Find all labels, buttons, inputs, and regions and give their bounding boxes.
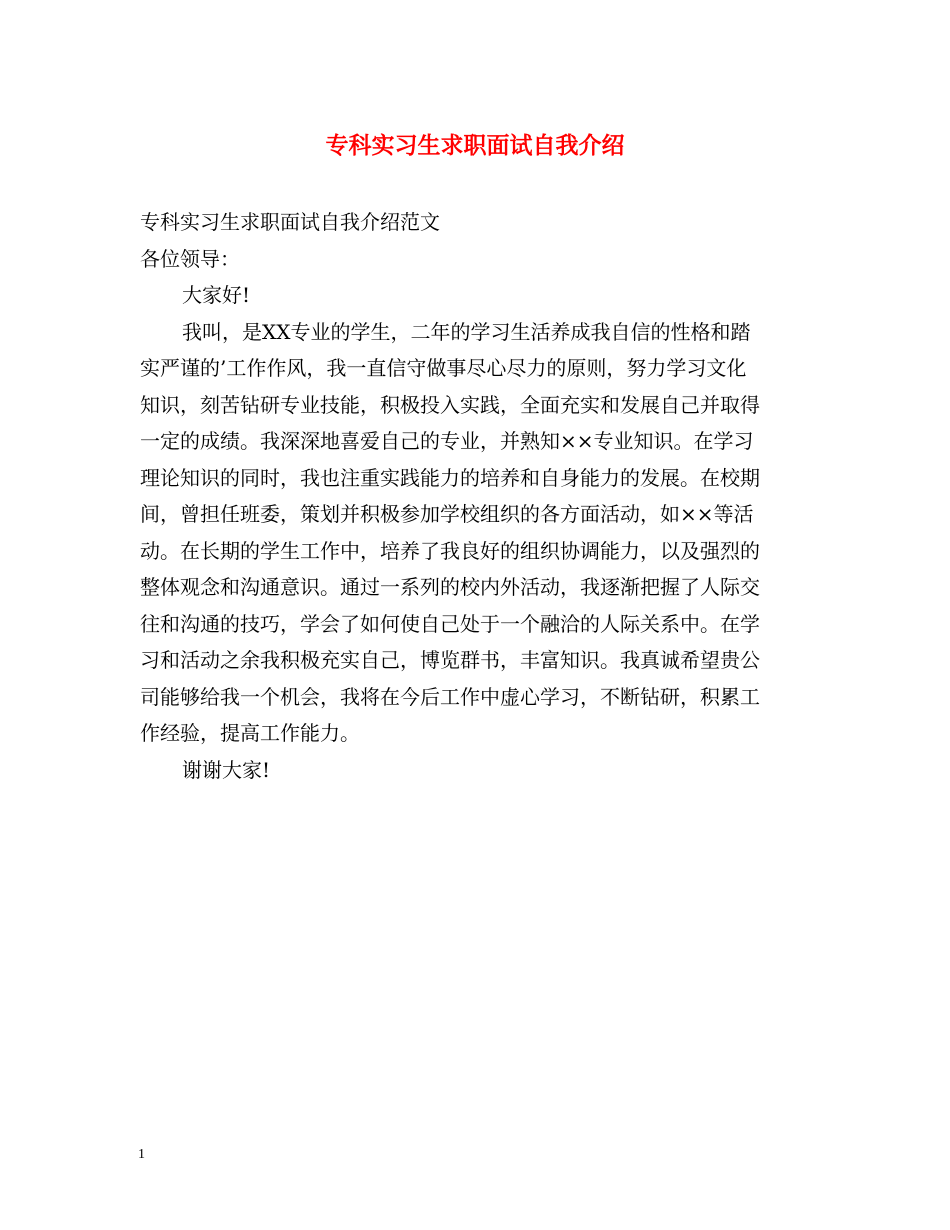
document-title: 专科实习生求职面试自我介绍 <box>325 132 625 159</box>
body-line: 习和活动之余我积极充实自己，博览群书，丰富知识。我真诚希望贵公 <box>140 648 760 672</box>
document-subtitle: 专科实习生求职面试自我介绍范文 <box>140 210 440 234</box>
greeting: 大家好! <box>182 283 251 307</box>
body-line: 实严谨的’工作作风，我一直信守做事尽心尽力的原则，努力学习文化 <box>140 356 747 380</box>
body-line: 一定的成绩。我深深地喜爱自己的专业，并熟知××专业知识。在学习 <box>140 429 754 453</box>
salutation: 各位领导： <box>140 246 240 271</box>
body-line: 往和沟通的技巧，学会了如何使自己处于一个融洽的人际关系中。在学 <box>140 611 760 636</box>
body-line: 理论知识的同时，我也注重实践能力的培养和自身能力的发展。在校期 <box>140 465 760 490</box>
body-paragraph <box>140 314 812 752</box>
document-body <box>140 204 812 788</box>
body-line: 知识，刻苦钻研专业技能，积极投入实践，全面充实和发展自己并取得 <box>140 392 760 417</box>
body-line: 整体观念和沟通意识。通过一系列的校内外活动，我逐渐把握了人际交 <box>140 575 760 599</box>
body-line: 我叫，是XX专业的学生，二年的学习生活养成我自信的性格和踏 <box>182 319 751 344</box>
closing: 谢谢大家! <box>182 757 271 782</box>
page-number: 1 <box>138 1147 145 1162</box>
body-line: 司能够给我一个机会，我将在今后工作中虚心学习，不断钻研，积累工 <box>140 684 760 709</box>
body-line: 作经验，提高工作能力。 <box>140 721 360 745</box>
body-line: 动。在长期的学生工作中，培养了我良好的组织协调能力，以及强烈的 <box>140 538 760 563</box>
body-line: 间，曾担任班委，策划并积极参加学校组织的各方面活动，如××等活 <box>140 502 754 526</box>
